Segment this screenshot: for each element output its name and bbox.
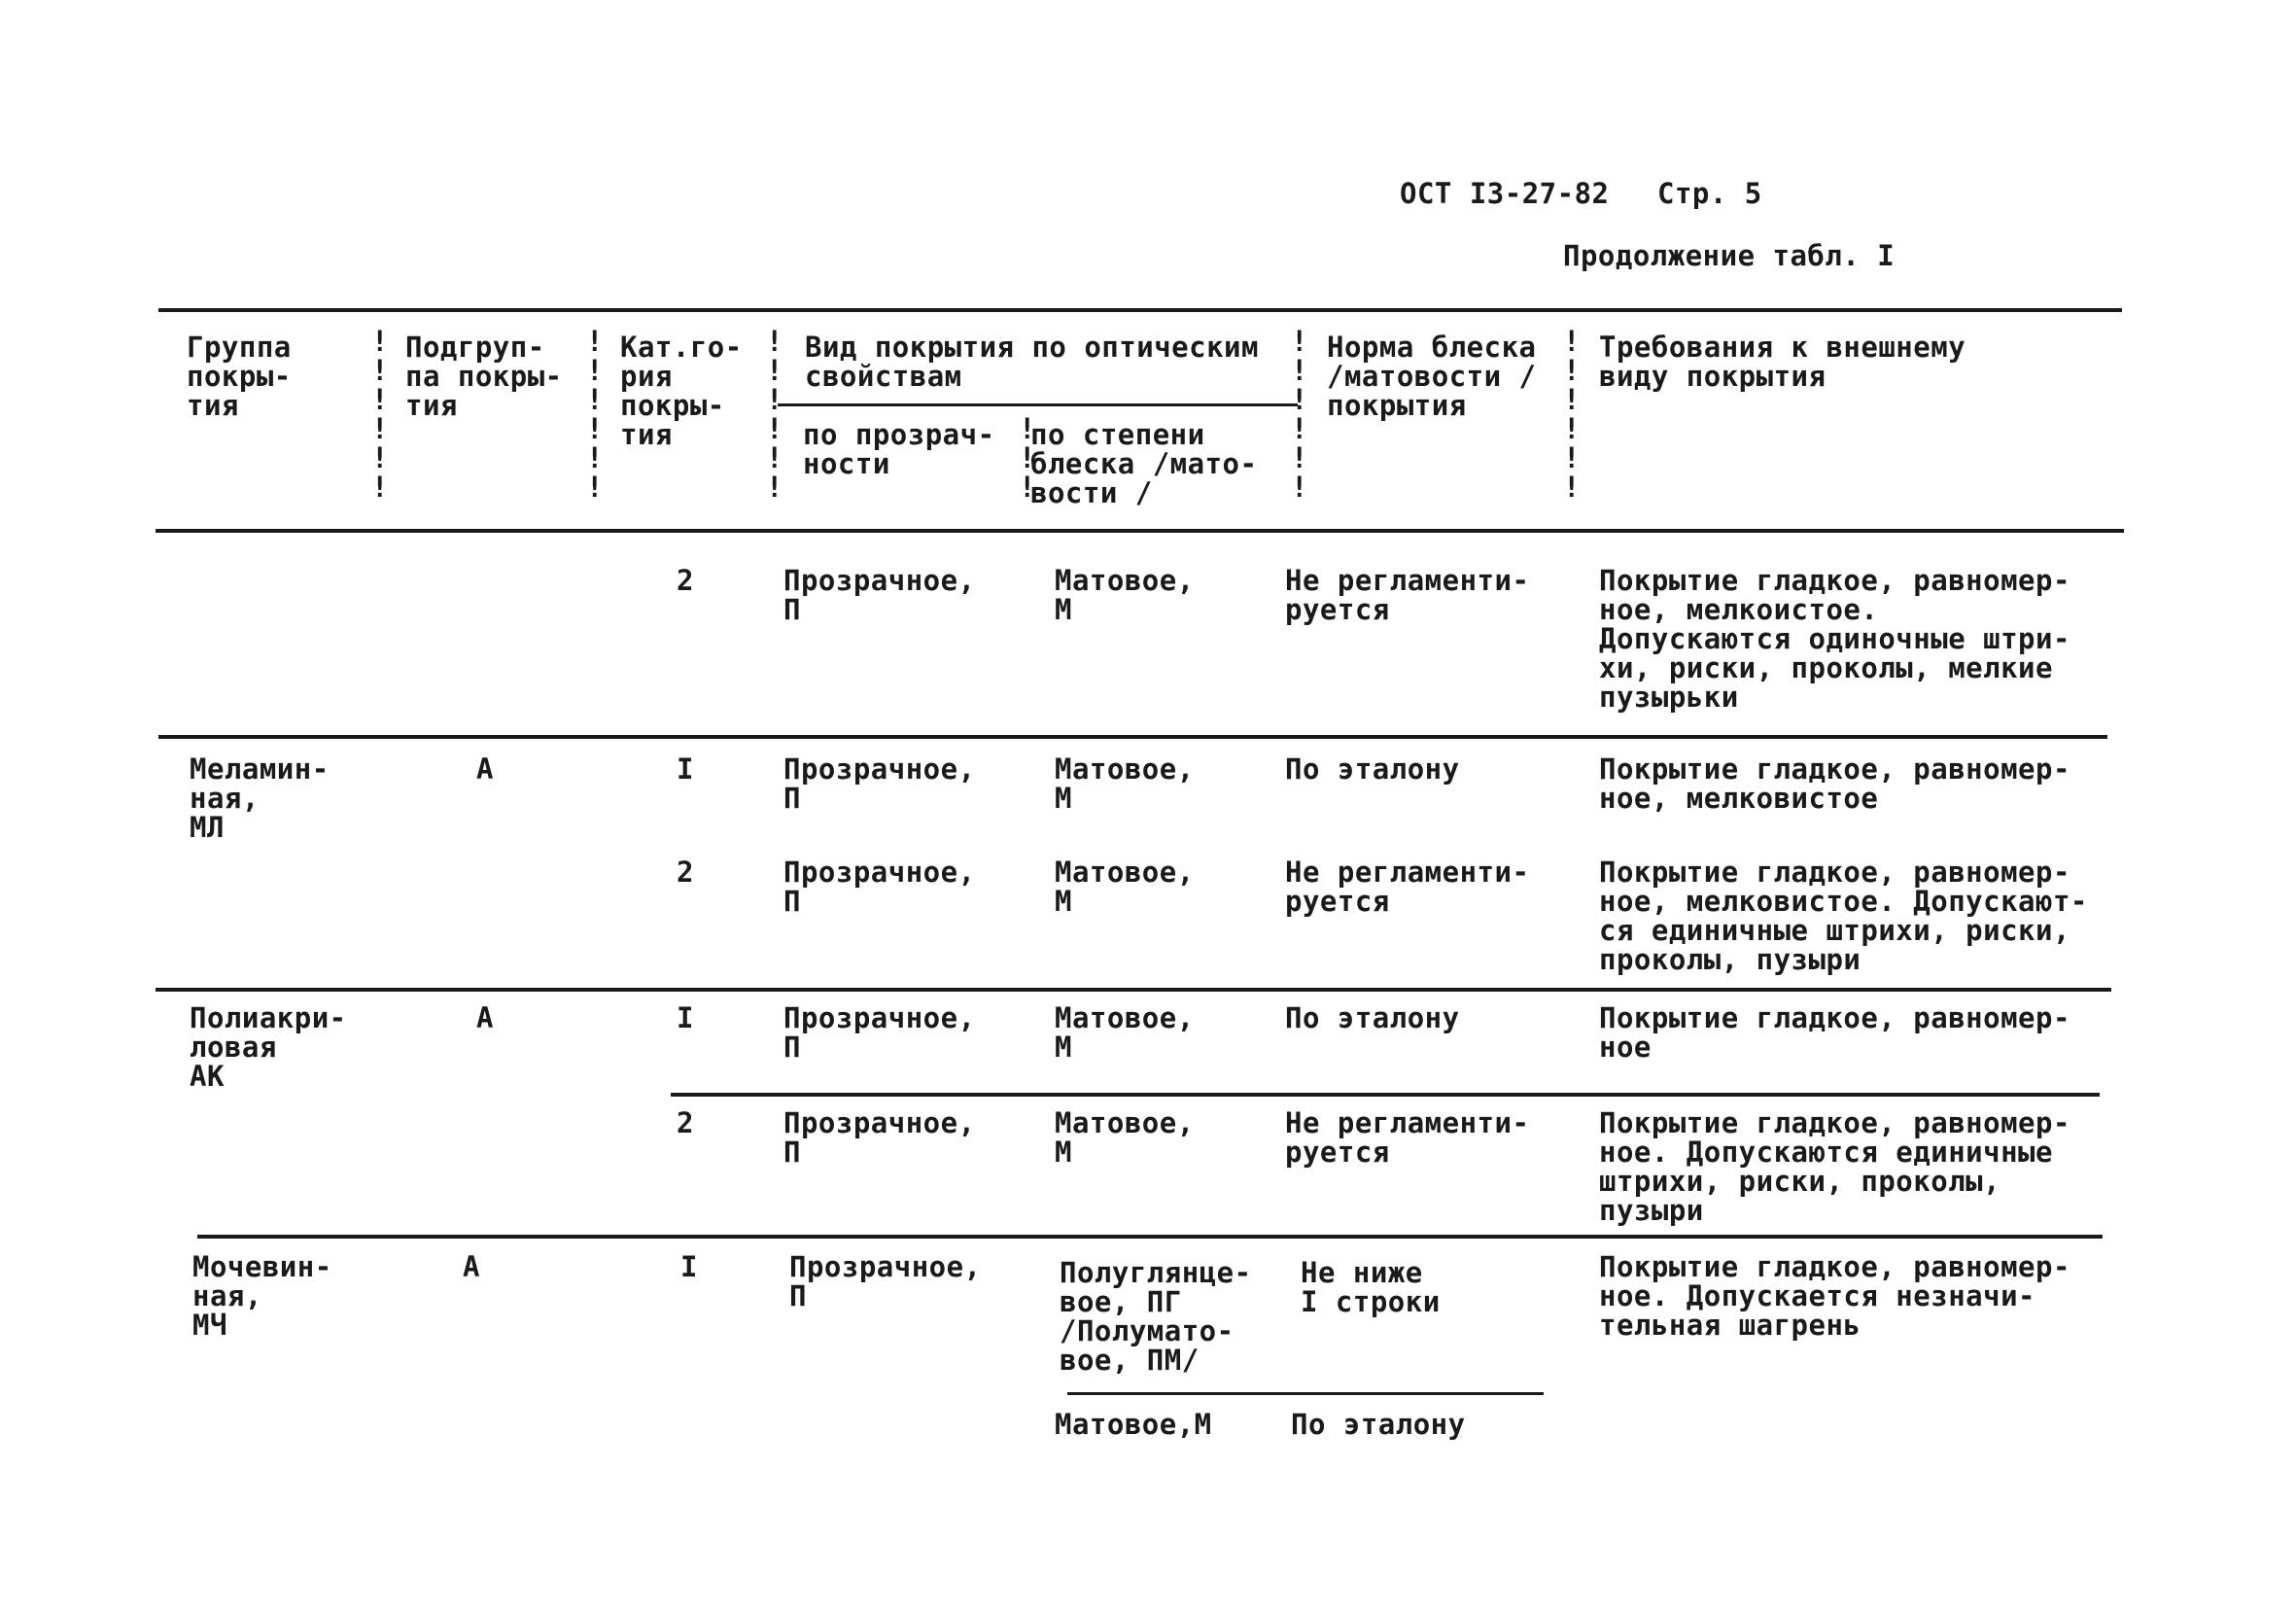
header-separator: ! ! ! ! ! !	[371, 325, 389, 504]
header-group: Группа покры- тия	[187, 331, 292, 422]
cell-gloss-degree: Матовое, М	[1055, 856, 1195, 918]
header-separator: ! ! !	[1019, 412, 1036, 504]
cell-gloss-norm: Не регламенти- руется	[1285, 564, 1530, 626]
header-appearance: Требования к внешнему виду покрытия	[1599, 331, 1966, 393]
cell-transparency: Прозрачное, П	[783, 1106, 976, 1169]
cell-gloss-norm: По эталону	[1285, 752, 1460, 786]
header-bottom-rule	[156, 529, 2124, 533]
row-rule-partial	[1067, 1392, 1544, 1395]
cell-gloss-degree: Матовое,М	[1055, 1408, 1212, 1441]
header-subgroup: Подгруп- па покры- тия	[405, 331, 563, 422]
header-separator: ! ! ! ! ! !	[1291, 325, 1308, 504]
cell-transparency: Прозрачное, П	[783, 564, 976, 626]
cell-appearance: Покрытие гладкое, равномер- ное, мелковистое	[1599, 752, 2070, 815]
header-gloss-norm: Норма блеска /матовости / покрытия	[1327, 331, 1537, 422]
row-rule	[197, 1235, 2103, 1239]
cell-appearance: Покрытие гладкое, равномер- ное, мелкоистое. Допускаются одиночные штри- хи, риски, проколы, мелкие пузырьки	[1599, 564, 2070, 714]
header-separator: ! ! ! ! ! !	[586, 325, 604, 504]
cell-gloss-degree: Матовое, М	[1055, 1001, 1195, 1064]
cell-transparency: Прозрачное, П	[783, 752, 976, 815]
cell-transparency: Прозрачное, П	[783, 1001, 976, 1064]
cell-gloss-norm: По эталону	[1291, 1408, 1466, 1441]
header-optical-subrule	[778, 403, 1298, 406]
cell-gloss-norm: Не регламенти- руется	[1285, 856, 1530, 918]
row-rule	[158, 735, 2107, 739]
cell-category: I	[680, 1250, 698, 1283]
cell-gloss-degree: Полуглянце- вое, ПГ /Полумато- вое, ПМ/	[1060, 1256, 1252, 1377]
cell-gloss-degree: Матовое, М	[1055, 752, 1195, 815]
cell-appearance: Покрытие гладкое, равномер- ное	[1599, 1001, 2070, 1064]
cell-category: 2	[677, 856, 694, 889]
cell-appearance: Покрытие гладкое, равномер- ное, мелковистое. Допускают- ся единичные штрихи, риски, проколы, пузыри	[1599, 856, 2088, 976]
cell-category: I	[677, 752, 694, 786]
cell-category: I	[677, 1001, 694, 1034]
header-separator: ! ! ! ! ! !	[1563, 325, 1581, 504]
cell-transparency: Прозрачное, П	[789, 1250, 982, 1312]
row-rule	[156, 988, 2111, 992]
header-separator: ! ! ! ! ! !	[766, 325, 783, 504]
cell-subgroup: А	[463, 1250, 480, 1283]
cell-gloss-norm: По эталону	[1285, 1001, 1460, 1034]
cell-gloss-norm: Не регламенти- руется	[1285, 1106, 1530, 1169]
cell-category: 2	[677, 1106, 694, 1139]
cell-group: Полиакри- ловая АК	[190, 1001, 347, 1093]
header-gloss-degree: по степени блеска /мато- вости /	[1030, 418, 1258, 509]
header-optical-view: Вид покрытия по оптическим свойствам	[805, 331, 1259, 393]
cell-group: Мочевин- ная, МЧ	[192, 1250, 332, 1342]
cell-subgroup: А	[476, 752, 494, 786]
page-number: Стр. 5	[1657, 177, 1762, 210]
cell-transparency: Прозрачное, П	[783, 856, 976, 918]
cell-appearance: Покрытие гладкое, равномер- ное. Допускаются единичные штрихи, риски, проколы, пузыри	[1599, 1106, 2070, 1227]
table-continuation-label: Продолжение табл. I	[1563, 239, 1896, 272]
cell-gloss-degree: Матовое, М	[1055, 1106, 1195, 1169]
cell-subgroup: А	[476, 1001, 494, 1034]
document-code: ОСТ I3-27-82	[1400, 177, 1610, 210]
cell-gloss-norm: Не ниже I строки	[1301, 1256, 1441, 1318]
cell-appearance: Покрытие гладкое, равномер- ное. Допускается незначи- тельная шагрень	[1599, 1250, 2070, 1342]
cell-group: Меламин- ная, МЛ	[190, 752, 330, 844]
table-top-rule	[158, 308, 2122, 312]
row-rule-partial	[671, 1093, 2100, 1097]
cell-category: 2	[677, 564, 694, 597]
header-transparency: по прозрач- ности	[803, 418, 995, 480]
header-category: Кат.го- рия покры- тия	[620, 331, 743, 451]
cell-gloss-degree: Матовое, М	[1055, 564, 1195, 626]
